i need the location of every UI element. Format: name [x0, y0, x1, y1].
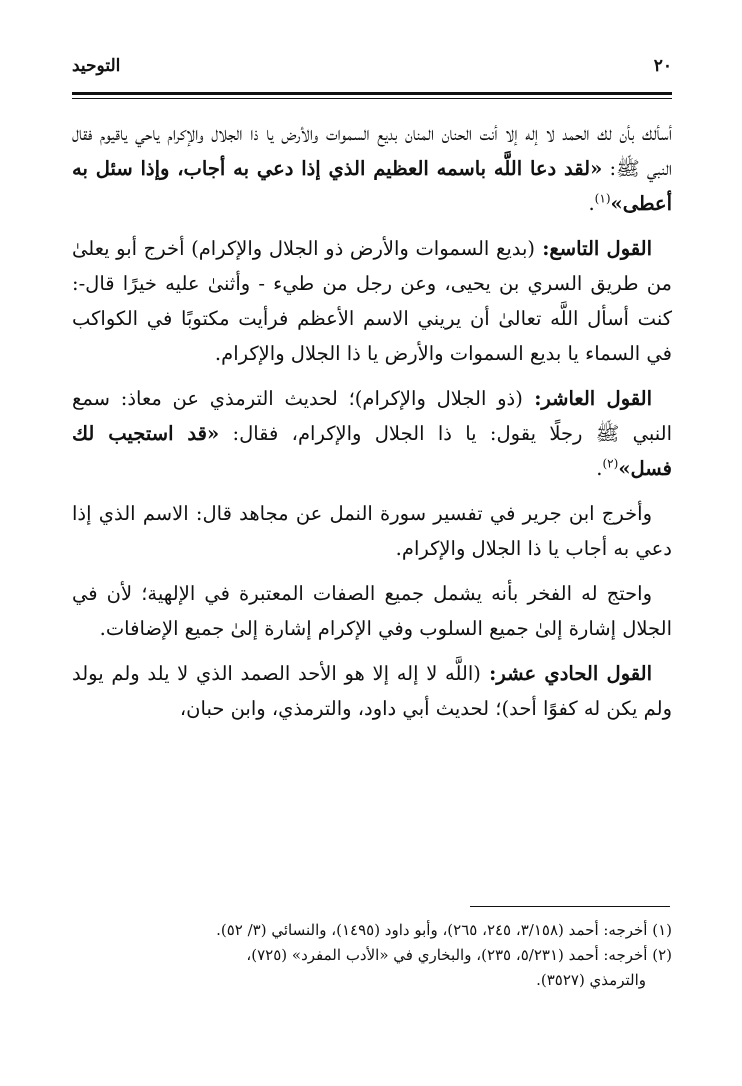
bold-text-run: القول التاسع: — [535, 237, 652, 260]
paragraph — [72, 656, 672, 726]
text-run: أسألك بأن لك الحمد لا إله إلا أنت الحنان المنان بديع السموات والأرض يا ذا الجلال والإكرام ياحي ياقيوم فقال النبي ﷺ: — [72, 122, 672, 180]
text-run: . — [588, 192, 595, 215]
page-header-area — [72, 56, 672, 84]
running-header — [72, 56, 672, 84]
running-title: التوحيد — [72, 56, 121, 76]
footnotes — [72, 918, 672, 993]
text-run: واحتج له الفخر بأنه يشمل جميع الصفات المعتبرة في الإلهية؛ لأن في الجلال إشارة إلىٰ جميع السلوب وفي الإكرام إشارة إلىٰ جميع الإضافات. — [72, 582, 672, 640]
bold-text-run: «قد استجيب لك فسل» — [72, 422, 672, 480]
text-run: وأخرج ابن جرير في تفسير سورة النمل عن مجاهد قال: الاسم الذي إذا دعي به أجاب يا ذا الجلال والإكرام. — [72, 502, 672, 560]
footnote-2-continuation: والترمذي (٣٥٢٧). — [536, 971, 646, 989]
header-rule-thin — [72, 98, 672, 99]
main-text — [72, 116, 672, 736]
paragraph — [72, 496, 672, 566]
text-run: (اللَّه لا إله إلا هو الأحد الصمد الذي لا يلد ولم يولد ولم يكن له كفوًا أحد)؛ لحديث أبي داود، والترمذي، وابن حبان، — [72, 662, 672, 720]
paragraph — [72, 381, 672, 486]
paragraph — [72, 231, 672, 371]
text-run: (ذو الجلال والإكرام)؛ لحديث الترمذي عن معاذ: سمع النبي ﷺ رجلًا يقول: يا ذا الجلال والإكرام، فقال: — [72, 387, 672, 445]
footnote-separator — [470, 906, 670, 907]
text-run: . — [596, 457, 603, 480]
footnote-ref: (٢) — [602, 456, 619, 471]
footnote-2: (٢) أخرجه: أحمد (٥/٢٣١، ٢٣٥)، والبخاري في «الأدب المفرد» (٧٢٥)، — [246, 946, 672, 964]
text-run: (بديع السموات والأرض ذو الجلال والإكرام) أخرج أبو يعلىٰ من طريق السري بن يحيى، وعن رجل من طيء - وأثنىٰ عليه خيرًا قال-: كنت أسأل اللَّه تعالىٰ أن يريني الاسم الأعظم فرأيت مكتوبًا في الكواكب في السماء يا بديع السموات والأرض يا ذا الجلال والإكرام. — [72, 237, 672, 365]
bold-text-run: «لقد دعا اللَّه باسمه العظيم الذي إذا دعي به أجاب، وإذا سئل به أعطى» — [72, 157, 672, 215]
bold-text-run: القول الحادي عشر: — [480, 662, 653, 685]
header-rule-thick — [72, 92, 672, 95]
paragraph — [72, 116, 672, 221]
footnote-1: (١) أخرجه: أحمد (٣/١٥٨، ٢٤٥، ٢٦٥)، وأبو داود (١٤٩٥)، والنسائي (٣/ ٥٢). — [216, 921, 672, 939]
page-number: ٢٠ — [653, 56, 672, 76]
bold-text-run: القول العاشر: — [522, 387, 653, 410]
footnote-ref: (١) — [594, 191, 611, 206]
paragraph — [72, 576, 672, 646]
